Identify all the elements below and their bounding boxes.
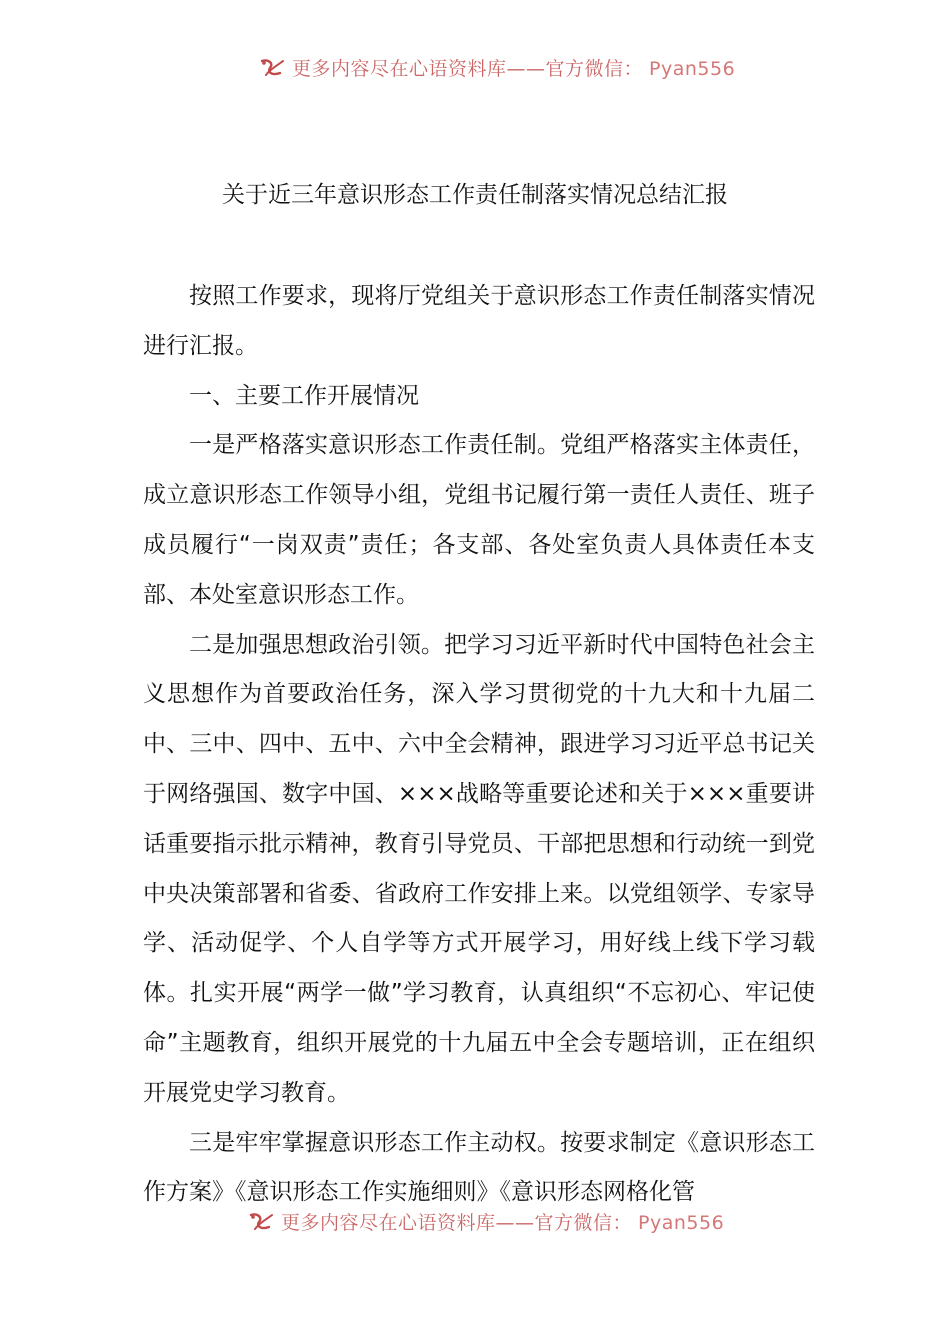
paragraph-point-2: 二是加强思想政治引领。把学习习近平新时代中国特色社会主义思想作为首要政治任务，深入学习贯彻党的十九大和十九届二中、三中、四中、五中、六中全会精神，跟进学习习近平总书记关于网络强国、数字中国、×××战略等重要论述和关于×××重要讲话重要指示批示精神，教育引导党员、干部把思想和行动统一到党中央决策部署和省委、省政府工作安排上来。以党组领学、专家导学、活动促学、个人自学等方式开展学习，用好线上线下学习载体。扎实开展“两学一做”学习教育，认真组织“不忘初心、牢记使命”主题教育，组织开展党的十九届五中全会专题培训，正在组织开展党史学习教育。 — [143, 631, 815, 1106]
watermark-wechat-id: Pyan556 — [649, 58, 736, 80]
watermark-text: 更多内容尽在心语资料库——官方微信： Pyan556 — [292, 58, 736, 80]
paragraph-intro: 按照工作要求，现将厅党组关于意识形态工作责任制落实情况进行汇报。 — [143, 283, 815, 359]
section-heading: 一、主要工作开展情况 — [189, 382, 419, 409]
watermark-logo-icon — [258, 58, 286, 79]
watermark-logo-icon — [247, 1212, 275, 1233]
document-body — [143, 272, 815, 1218]
header-watermark — [0, 58, 950, 82]
footer-watermark — [0, 1212, 950, 1236]
document-title: 关于近三年意识形态工作责任制落实情况总结汇报 — [222, 182, 728, 208]
paragraph-point-3: 三是牢牢掌握意识形态工作主动权。按要求制定《意识形态工作方案》《意识形态工作实施细则》《意识形态网格化管 — [143, 1129, 815, 1206]
watermark-wechat-id: Pyan556 — [638, 1212, 725, 1234]
paragraph-point-1: 一是严格落实意识形态工作责任制。党组严格落实主体责任，成立意识形态工作领导小组，党组书记履行第一责任人责任、班子成员履行“一岗双责”责任；各支部、各处室负责人具体责任本支部、本处室意识形态工作。 — [143, 432, 815, 608]
watermark-text: 更多内容尽在心语资料库——官方微信： Pyan556 — [281, 1212, 725, 1234]
